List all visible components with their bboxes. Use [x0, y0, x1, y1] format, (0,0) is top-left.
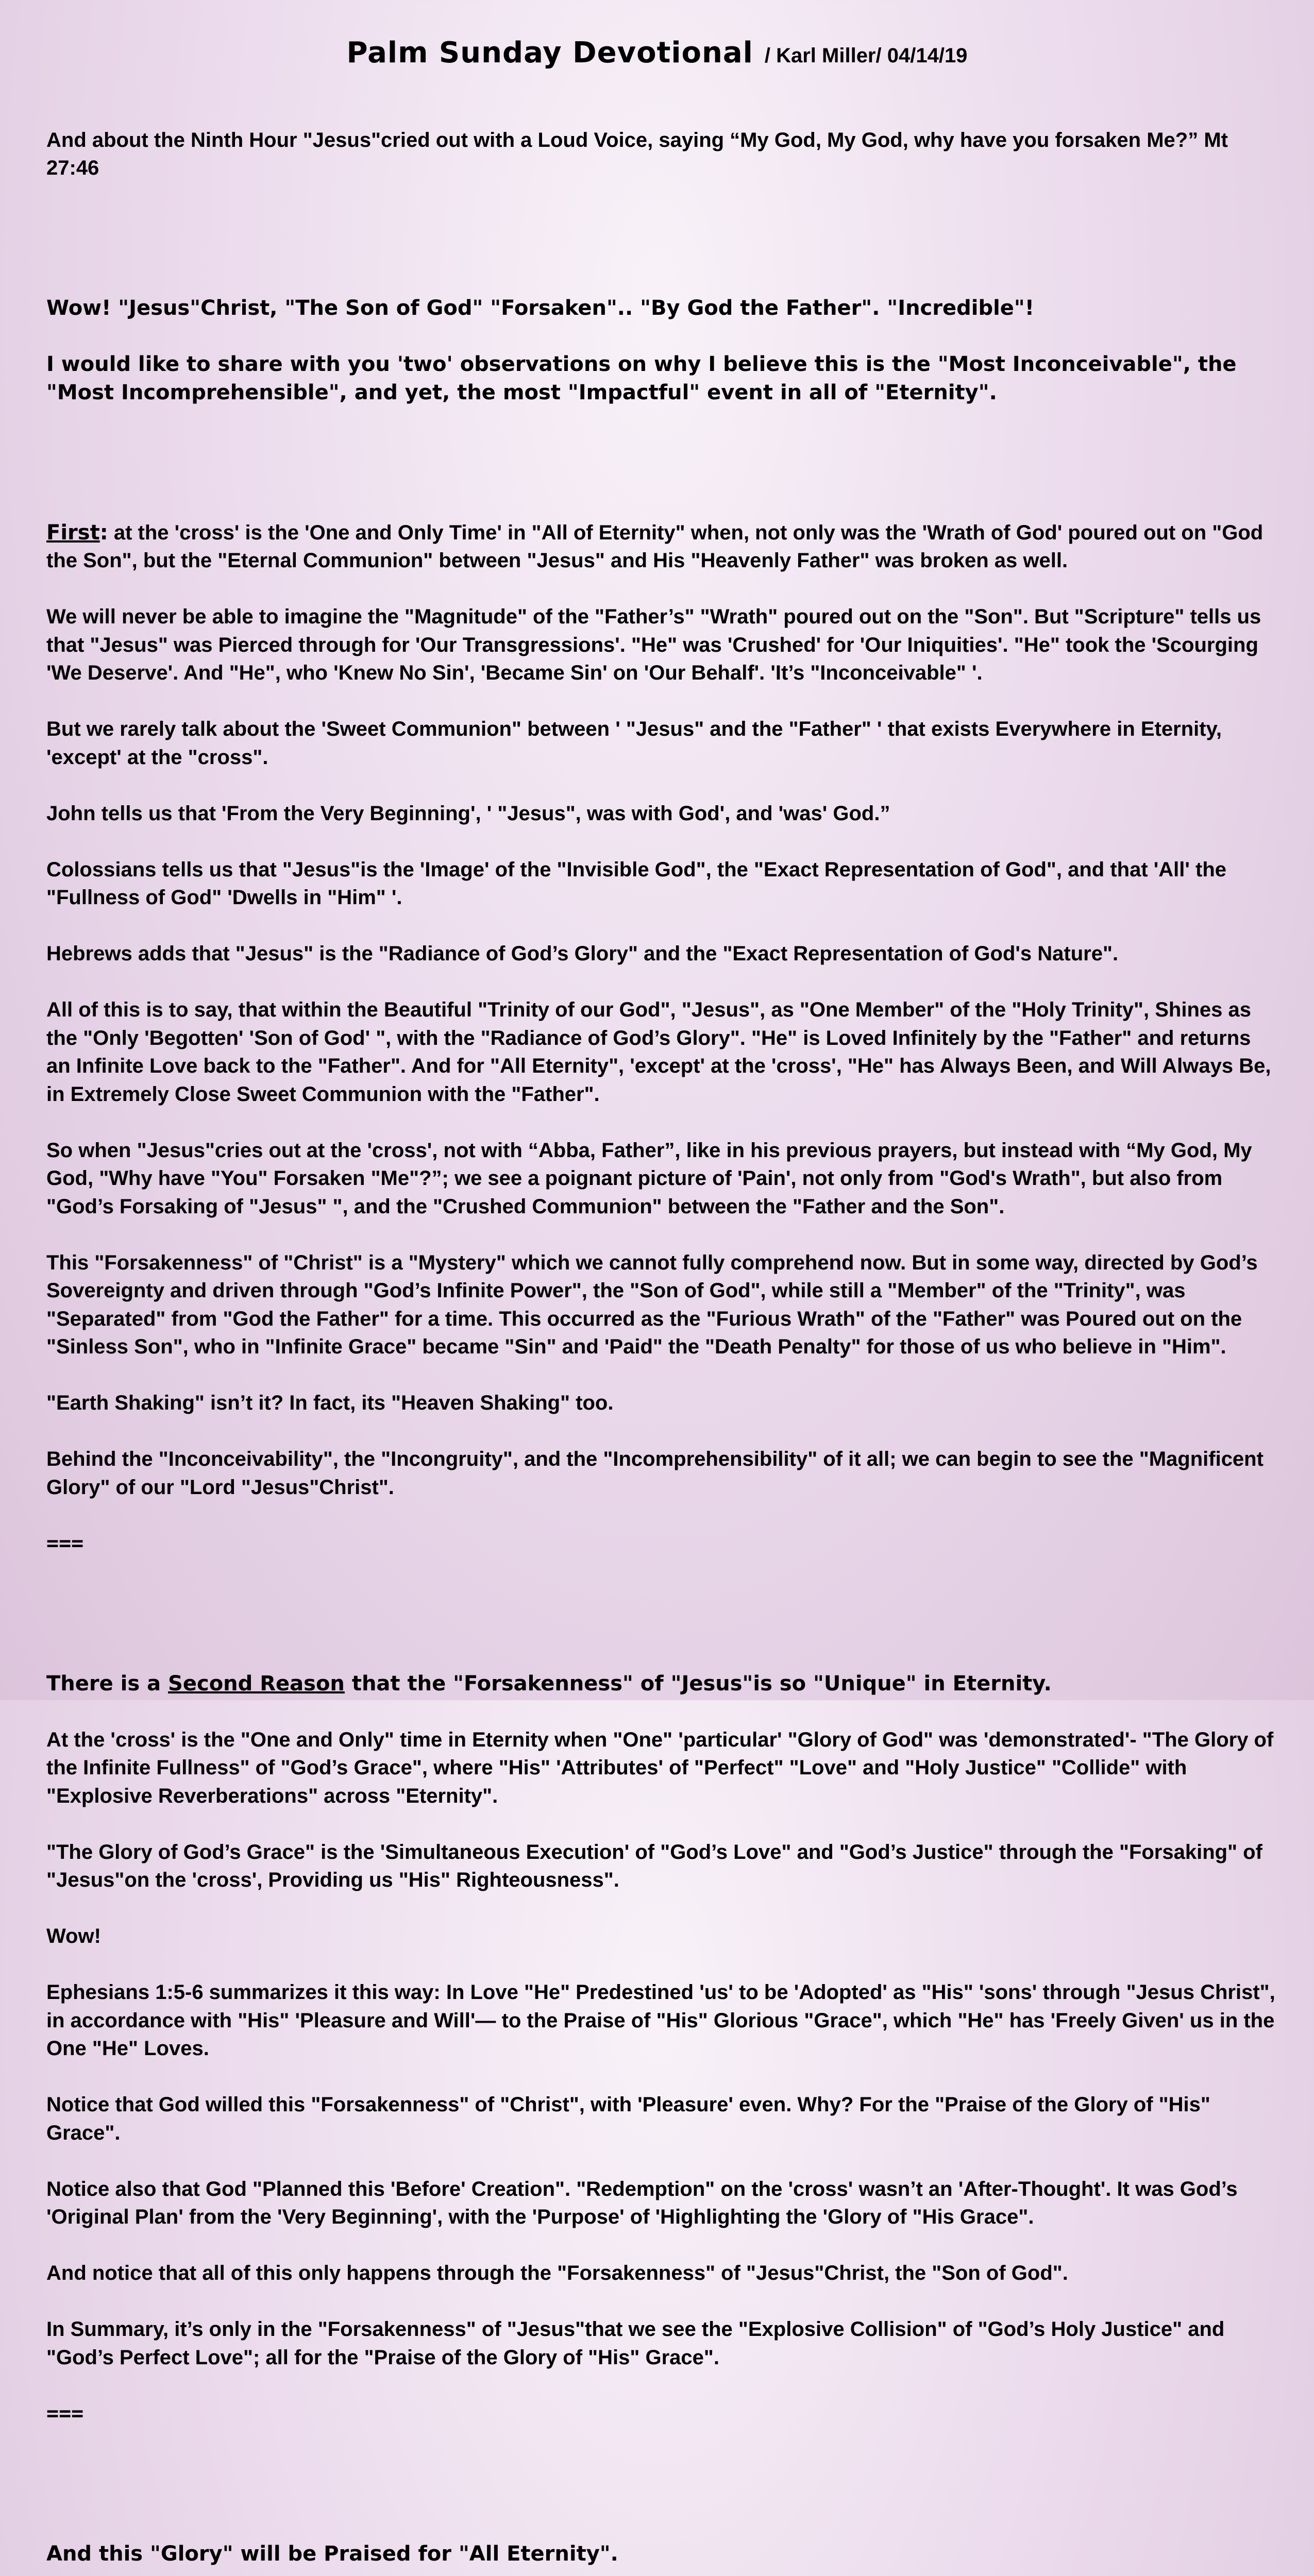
page-title: Palm Sunday Devotional	[346, 36, 753, 70]
paragraph: Behind the "Inconceivability", the "Incongruity", and the "Incomprehensibility" of it all; we can begin to see the "Magnificent Glory" of our "Lord "Jesus"Christ".	[46, 1448, 1264, 1499]
paragraph: And notice that all of this only happens through the "Forsakenness" of "Jesus"Christ, the "Son of God".	[46, 2262, 1068, 2284]
second-label: Second Reason	[168, 1671, 345, 1696]
paragraph: Notice that God willed this "Forsakenness" of "Christ", with 'Pleasure' even. Why? For the "Praise of the Glory of "His" Grace".	[46, 2093, 1210, 2144]
second-post: that the "Forsakenness" of "Jesus"is so "Unique" in Eternity.	[344, 1671, 1052, 1696]
paragraph: John tells us that 'From the Very Beginning', ' "Jesus", was with God', and 'was' God.”	[46, 802, 890, 825]
spacer	[46, 210, 1278, 238]
author-date-byline: / Karl Miller/ 04/14/19	[764, 44, 968, 67]
header	[0, 36, 1314, 70]
section-separator: ===	[46, 1531, 84, 1555]
paragraph: "The Glory of God’s Grace" is the 'Simultaneous Execution' of "God’s Love" and "God’s Justice" through the "Forsaking" of "Jesus"on the 'cross', Providing us "His" Righteousness".	[46, 1840, 1262, 1891]
paragraph: This "Forsakenness" of "Christ" is a "Mystery" which we cannot fully comprehend now. But in some way, directed by God’s Sovereignty and driven through "God’s Infinite Power", the "Son of God", while still a "Member" of the "Trinity", was "Separated" from "God the Father" for a time. This occurred as the "Furious Wrath" of the "Father" was Poured out on the "Sinless Son", who in "Infinite Grace" became "Sin" and 'Paid" the "Death Penalty" for those of us who believe in "Him".	[46, 1251, 1258, 1358]
devotional-body	[46, 98, 1278, 2576]
second-pre: There is a	[46, 1671, 169, 1696]
spacer	[46, 2456, 1278, 2484]
paragraph: Wow!	[46, 1925, 101, 1947]
paragraph: Notice also that God "Planned this 'Before' Creation". "Redemption" on the 'cross' wasn’t an 'After-Thought'. It was God’s 'Original Plan' from the 'Very Beginning', with the 'Purpose' of 'Highlighting the 'Glory of "His Grace".	[46, 2177, 1238, 2228]
closing-line-1: And this "Glory" will be Praised for "All Eternity".	[46, 2541, 618, 2566]
first-lead-text: at the 'cross' is the 'One and Only Time' in "All of Eternity" when, not only was the 'Wrath of God' poured out on "God the Son", but the "Eternal Communion" between "Jesus" and His "Heavenly Father" was broken as well.	[46, 521, 1264, 572]
section-separator: ===	[46, 2401, 84, 2426]
paragraph: But we rarely talk about the 'Sweet Communion" between ' "Jesus" and the "Father" ' that exists Everywhere in Eternity, 'except' at the "cross".	[46, 718, 1222, 769]
second-point-lead	[46, 1670, 1278, 1698]
spacer	[46, 1586, 1278, 1614]
paragraph: "Earth Shaking" isn’t it? In fact, its "Heaven Shaking" too.	[46, 1392, 614, 1414]
paragraph: All of this is to say, that within the Beautiful "Trinity of our God", "Jesus", as "One Member" of the "Holy Trinity", Shines as the "Only 'Begotten' 'Son of God' ", with the "Radiance of God’s Glory". "He" is Loved Infinitely by the "Father" and returns an Infinite Love back to the "Father". And for "All Eternity", 'except' at the 'cross', "He" has Always Been, and Will Always Be, in Extremely Close Sweet Communion with the "Father".	[46, 998, 1271, 1106]
paragraph: In Summary, it’s only in the "Forsakenness" of "Jesus"that we see the "Explosive Collision" of "God’s Holy Justice" and "God’s Perfect Love"; all for the "Praise of the Glory of "His" Grace".	[46, 2318, 1225, 2369]
paragraph: At the 'cross' is the "One and Only" time in Eternity when "One" 'particular' "Glory of God" was 'demonstrated'- "The Glory of the Infinite Fullness" of "God’s Grace", where "His" 'Attributes' of "Perfect" "Love" and "Holy Justice" "Collide" with "Explosive Reverberations" across "Eternity".	[46, 1728, 1274, 1807]
first-colon: :	[99, 520, 108, 545]
paragraph: So when "Jesus"cries out at the 'cross', not with “Abba, Father”, like in his previous prayers, but instead with “My God, My God, "Why have "You" Forsaken "Me"?”; we see a poignant picture of 'Pain', not only from "God's Wrath", but also from "God’s Forsaking of "Jesus" ", and the "Crushed Communion" between the "Father and the Son".	[46, 1139, 1252, 1218]
paragraph: Colossians tells us that "Jesus"is the 'Image' of the "Invisible God", the "Exact Representation of God", and that 'All' the "Fullness of God" 'Dwells in "Him" '.	[46, 858, 1227, 909]
first-point-lead	[46, 519, 1278, 575]
spacer	[46, 435, 1278, 463]
paragraph: Hebrews adds that "Jesus" is the "Radiance of God’s Glory" and the "Exact Representation of God's Nature".	[46, 942, 1119, 965]
first-label: First	[46, 520, 100, 545]
intro-verse: And about the Ninth Hour "Jesus"cried out with a Loud Voice, saying “My God, My God, why have you forsaken Me?” Mt 27:46	[46, 128, 1228, 179]
opening-line-2: I would like to share with you 'two' observations on why I believe this is the "Most Inconceivable", the "Most Incomprehensible", and yet, the most "Impactful" event in all of "Eternity".	[46, 352, 1237, 404]
paragraph: Ephesians 1:5-6 summarizes it this way: In Love "He" Predestined 'us' to be 'Adopted' as "His" 'sons' through "Jesus Christ", in accordance with "His" 'Pleasure and Will'— to the Praise of "His" Glorious "Grace", which "He" has 'Freely Given' us in the One "He" Loves.	[46, 1981, 1275, 2060]
opening-line-1: Wow! "Jesus"Christ, "The Son of God" "Forsaken".. "By God the Father". "Incredible"!	[46, 296, 1035, 320]
paragraph: We will never be able to imagine the "Magnitude" of the "Father’s" "Wrath" poured out on the "Son". But "Scripture" tells us that "Jesus" was Pierced through for 'Our Transgressions'. "He" was 'Crushed' for 'Our Iniquities'. "He" took the 'Scourging 'We Deserve'. And "He", who 'Knew No Sin', 'Became Sin' on 'Our Behalf'. 'It’s "Inconceivable" '.	[46, 605, 1261, 684]
